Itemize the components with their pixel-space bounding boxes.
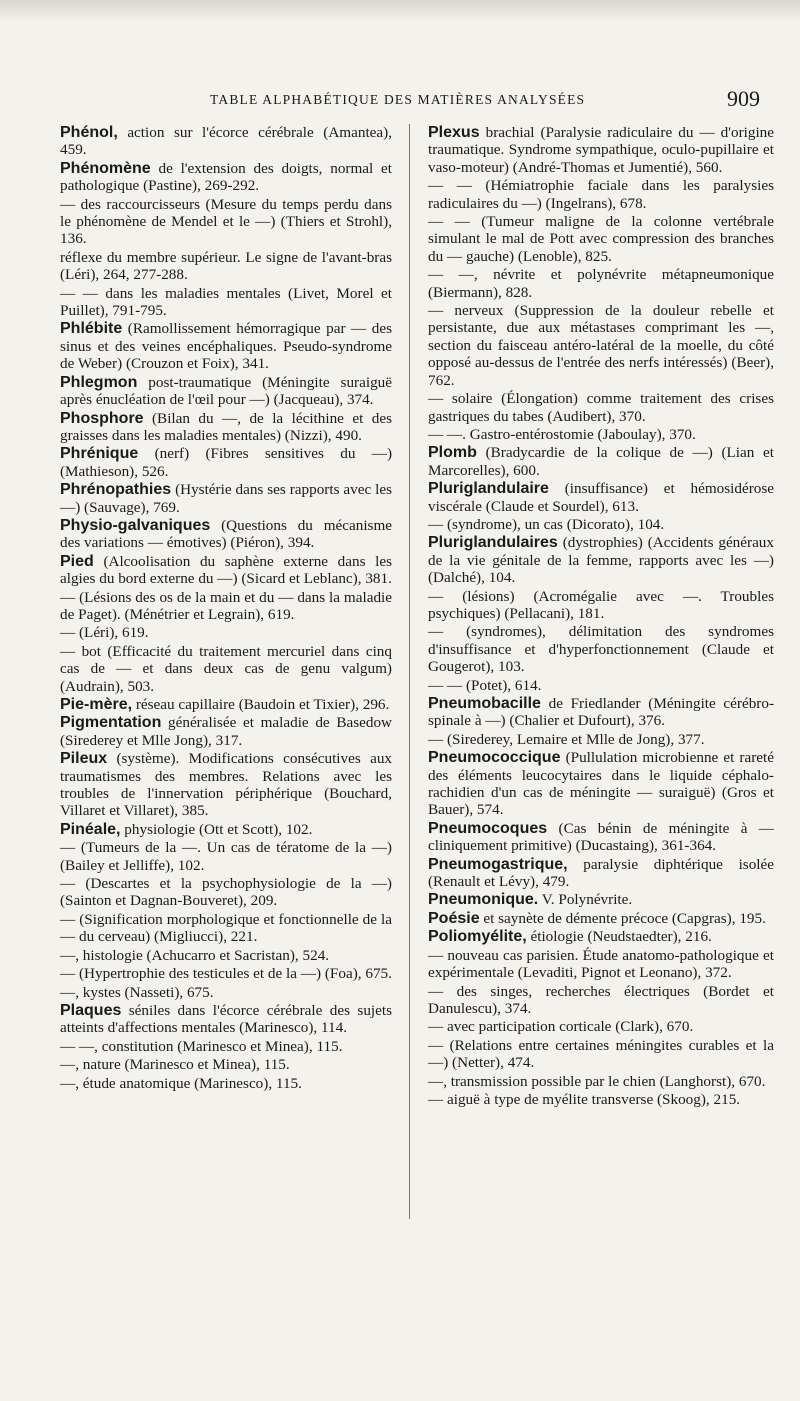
index-entry (428, 124, 774, 176)
entry-text: (Hystérie dans ses rapports avec les —) (Sauvage), 769. (60, 481, 392, 516)
running-title: TABLE ALPHABÉTIQUE DES MATIÈRES ANALYSÉES (210, 92, 586, 107)
entry-text: étiologie (Neudstaedter), 216. (530, 928, 712, 946)
index-entry (60, 750, 392, 820)
index-entry (428, 1018, 774, 1035)
index-entry (60, 589, 392, 624)
index-entry (60, 696, 392, 713)
entry-text: — nouveau cas parisien. Étude anatomo-pathologique et expérimentale (Levaditi, Pignot et Leonano), 372. (428, 946, 774, 982)
entry-text: réseau capillaire (Baudoin et Tixier), 296. (135, 696, 390, 713)
index-entry (60, 1075, 392, 1092)
index-entry (428, 731, 774, 748)
entry-text: — (Sirederey, Lemaire et Mlle de Jong), 377. (428, 730, 705, 748)
index-entry (428, 177, 774, 212)
entry-text: — avec participation corticale (Clark), 670. (428, 1018, 694, 1036)
entry-text: (Pullulation microbienne et rareté des éléments leucocytaires dans le liquide céphalo-rachidien d'un cas de méningite — suraiguë) (Gros et Bauer), 574. (428, 749, 774, 819)
entry-text: — (Signification morphologique et fonctionnelle de la — du cerveau) (Migliucci), 221. (60, 910, 392, 946)
index-entry (60, 124, 392, 159)
index-entry (60, 714, 392, 749)
entry-heading: Phrénopathies (60, 481, 172, 499)
index-entry (60, 196, 392, 248)
entry-text: (Cas bénin de méningite à — cliniquement primitive) (Ducastaing), 361-364. (428, 819, 774, 855)
index-entry (428, 213, 774, 265)
entry-text: (Bradycardie de la colique de —) (Lian et Marcorelles), 600. (428, 444, 775, 479)
index-entry (60, 821, 392, 838)
index-column-left (60, 124, 392, 1093)
index-entry (60, 965, 392, 982)
entry-heading: Phlébite (60, 320, 123, 338)
index-entry (60, 1002, 392, 1037)
index-entry (428, 1073, 774, 1090)
index-entry (60, 160, 392, 195)
index-entry (60, 517, 392, 552)
entry-text: — — (Hémiatrophie faciale dans les paralysies radiculaires du —) (Ingelrans), 678. (428, 177, 774, 212)
entry-text: — (Descartes et la psychophysiologie de la —) (Sainton et Dagnan-Bouveret), 209. (60, 875, 392, 910)
index-entry (428, 444, 774, 479)
column-divider (409, 124, 410, 1219)
entry-heading: Physio-galvaniques (60, 516, 211, 534)
index-entry (60, 445, 392, 480)
entry-text: post-traumatique (Méningite suraiguë après énucléation de l'œil pour —) (Jacqueau), 374. (60, 373, 392, 409)
entry-heading: Pluriglandulaire (428, 480, 549, 498)
index-entry (60, 911, 392, 946)
entry-text: physiologie (Ott et Scott), 102. (124, 820, 313, 838)
entry-text: — (Tumeurs de la —. Un cas de tératome de la —) (Bailey et Jelliffe), 102. (60, 839, 392, 874)
entry-text: — — dans les maladies mentales (Livet, Morel et Puillet), 791-795. (60, 284, 392, 320)
entry-text: (Questions du mécanisme des variations — émotives) (Piéron), 394. (60, 516, 393, 552)
index-entry (428, 1037, 774, 1072)
entry-text: (insuffisance) et hémosidérose viscérale (Claude et Sourdel), 613. (428, 480, 774, 515)
index-entry (428, 426, 774, 443)
entry-text: —, kystes (Nasseti), 675. (60, 983, 214, 1001)
index-entry (60, 984, 392, 1001)
index-entry (428, 534, 774, 586)
index-entry (428, 516, 774, 533)
entry-text: (nerf) (Fibres sensitives du —) (Mathieson), 526. (60, 445, 392, 480)
entry-heading: Pneumogastrique, (428, 855, 568, 873)
entry-text: — (syndrome), un cas (Dicorato), 104. (428, 515, 665, 533)
entry-text: —, transmission possible par le chien (Langhorst), 670. (428, 1072, 766, 1090)
entry-text: de l'extension des doigts, normal et pathologique (Pastine), 269-292. (60, 159, 392, 195)
entry-heading: Plaques (60, 1001, 122, 1019)
entry-text: — (Hypertrophie des testicules et de la —) (Foa), 675. (60, 965, 392, 983)
entry-heading: Pneumococcique (428, 749, 561, 767)
entry-text: — — (Tumeur maligne de la colonne vertébrale simulant le mal de Pott avec compression des branches du — gauche) (Lenoble), 825. (428, 213, 774, 265)
entry-text: de Friedlander (Méningite cérébro-spinale à —) (Chalier et Dufourt), 376. (428, 695, 775, 730)
index-entry (428, 910, 774, 927)
index-entry (428, 266, 774, 301)
index-entry (60, 553, 392, 588)
entry-text: — nerveux (Suppression de la douleur rebelle et persistante, due aux métastases comprimant les —, section du faisceau antéro-latéral de la moelle, du côté opposé au-dessus de l'entrée des nerfs intéressés) (Beer), 762. (428, 302, 774, 389)
index-entry (60, 643, 392, 695)
entry-text: —, étude anatomique (Marinesco), 115. (60, 1074, 302, 1092)
entry-heading: Pneumobacille (428, 695, 541, 712)
entry-text: — bot (Efficacité du traitement mercuriel dans cinq cas de — et dans deux cas de genu valgum) (Audrain), 503. (60, 642, 392, 695)
index-entry (60, 481, 392, 516)
entry-text: (système). Modifications consécutives aux traumatismes des membres. Relations avec les troubles de l'innervation périphérique (Bouchard, Villaret et Villaret), 385. (60, 750, 393, 820)
index-entry (428, 928, 774, 945)
entry-text: — (syndromes), délimitation des syndromes d'insuffisance et d'hyperfonctionnement (Claude et Gougerot), 103. (428, 623, 774, 676)
entry-heading: Plomb (428, 444, 477, 462)
index-entry (60, 947, 392, 964)
entry-text: généralisée et maladie de Basedow (Sirederey et Mlle Jong), 317. (60, 714, 393, 749)
index-entry (428, 1091, 774, 1108)
index-entry (60, 1056, 392, 1073)
entry-text: (Ramollissement hémorragique par — des sinus et des veines encéphaliques. Pseudo-syndrome de Weber) (Crouzon et Foix), 341. (60, 320, 393, 373)
entry-heading: Phrénique (60, 445, 139, 463)
entry-text: séniles dans l'écorce cérébrale des sujets atteints d'affections mentales (Marinesco), 114. (60, 1001, 393, 1037)
index-entry (60, 285, 392, 320)
entry-text: — —. Gastro-entérostomie (Jaboulay), 370. (428, 425, 696, 443)
entry-heading: Pigmentation (60, 714, 162, 732)
index-entry (428, 891, 774, 908)
index-entry (428, 695, 774, 730)
entry-text: action sur l'écorce cérébrale (Amantea), 459. (60, 124, 393, 159)
index-entry (428, 820, 774, 855)
entry-heading: Poésie (428, 909, 480, 927)
entry-text: (Bilan du —, de la lécithine et des graisses dans les maladies mentales) (Nizzi), 490. (60, 409, 392, 444)
index-entry (60, 249, 392, 284)
entry-text: — des singes, recherches électriques (Bordet et Danulescu), 374. (428, 982, 774, 1017)
entry-heading: Phlegmon (60, 373, 138, 391)
index-entry (60, 374, 392, 409)
index-entry (428, 480, 774, 515)
entry-text: — (Relations entre certaines méningites curables et la —) (Netter), 474. (428, 1036, 774, 1072)
index-entry (428, 588, 774, 623)
index-entry (60, 875, 392, 910)
entry-text: —, nature (Marinesco et Minea), 115. (60, 1056, 290, 1074)
entry-text: — — (Potet), 614. (428, 676, 542, 694)
index-entry (60, 410, 392, 445)
entry-heading: Pileux (60, 750, 108, 768)
entry-text: V. Polynévrite. (541, 891, 633, 909)
entry-text: — solaire (Élongation) comme traitement des crises gastriques du tabes (Audibert), 370. (428, 390, 774, 425)
index-entry (428, 749, 774, 819)
scan-edge (0, 0, 800, 22)
entry-text: brachial (Paralysie radiculaire du — d'origine traumatique. Syndrome sympathique, oculo-pupillaire et vaso-moteur) (André-Thomas et Jumentié), 560. (428, 124, 775, 176)
entry-text: — aiguë à type de myélite transverse (Skoog), 215. (428, 1090, 741, 1108)
index-entry (428, 983, 774, 1018)
page-number: 909 (727, 86, 760, 111)
index-entry (428, 947, 774, 982)
entry-heading: Pneumonique. (428, 891, 539, 909)
index-entry (428, 390, 774, 425)
index-entry (428, 302, 774, 389)
entry-heading: Poliomyélite, (428, 928, 527, 946)
page-header (60, 86, 760, 116)
entry-heading: Pied (60, 552, 94, 570)
entry-text: — —, constitution (Marinesco et Minea), 115. (60, 1037, 343, 1055)
entry-heading: Phénomène (60, 159, 151, 177)
entry-text: — —, névrite et polynévrite métapneumonique (Biermann), 828. (428, 266, 774, 301)
index-entry (60, 624, 392, 641)
index-entry (60, 839, 392, 874)
index-entry (428, 623, 774, 675)
entry-heading: Pluriglandulaires (428, 534, 558, 552)
entry-text: — (lésions) (Acromégalie avec —. Troubles psychiques) (Pellacani), 181. (428, 587, 774, 622)
index-entry (428, 856, 774, 891)
entry-text: réflexe du membre supérieur. Le signe de l'avant-bras (Léri), 264, 277-288. (60, 248, 392, 284)
entry-heading: Pie-mère, (60, 696, 133, 713)
index-entry (428, 677, 774, 694)
entry-text: — (Léri), 619. (60, 624, 149, 642)
entry-heading: Phénol, (60, 124, 118, 141)
entry-text: — (Lésions des os de la main et du — dans la maladie de Paget). (Ménétrier et Legrain), 619. (60, 588, 392, 623)
entry-text: (dystrophies) (Accidents généraux de la vie génitale de la femme, rapports avec les —) (Dalché), 104. (428, 534, 774, 587)
index-column-right (428, 124, 774, 1109)
entry-heading: Pinéale, (60, 820, 121, 838)
entry-text: paralysie diphtérique isolée (Renault et Lévy), 479. (428, 855, 774, 891)
entry-heading: Phosphore (60, 409, 144, 427)
index-entry (60, 320, 392, 372)
entry-text: et saynète de démente précoce (Capgras), 195. (483, 909, 766, 927)
entry-heading: Pneumocoques (428, 819, 548, 837)
entry-text: —, histologie (Achucarro et Sacristan), 524. (60, 946, 330, 964)
entry-heading: Plexus (428, 124, 480, 141)
entry-text: (Alcoolisation du saphène externe dans les algies du bord externe du —) (Sicard et Leblanc), 381. (60, 552, 393, 588)
index-entry (60, 1038, 392, 1055)
entry-text: — des raccourcisseurs (Mesure du temps perdu dans le phénomène de Mendel et le —) (Thiers et Strohl), 136. (60, 195, 392, 248)
